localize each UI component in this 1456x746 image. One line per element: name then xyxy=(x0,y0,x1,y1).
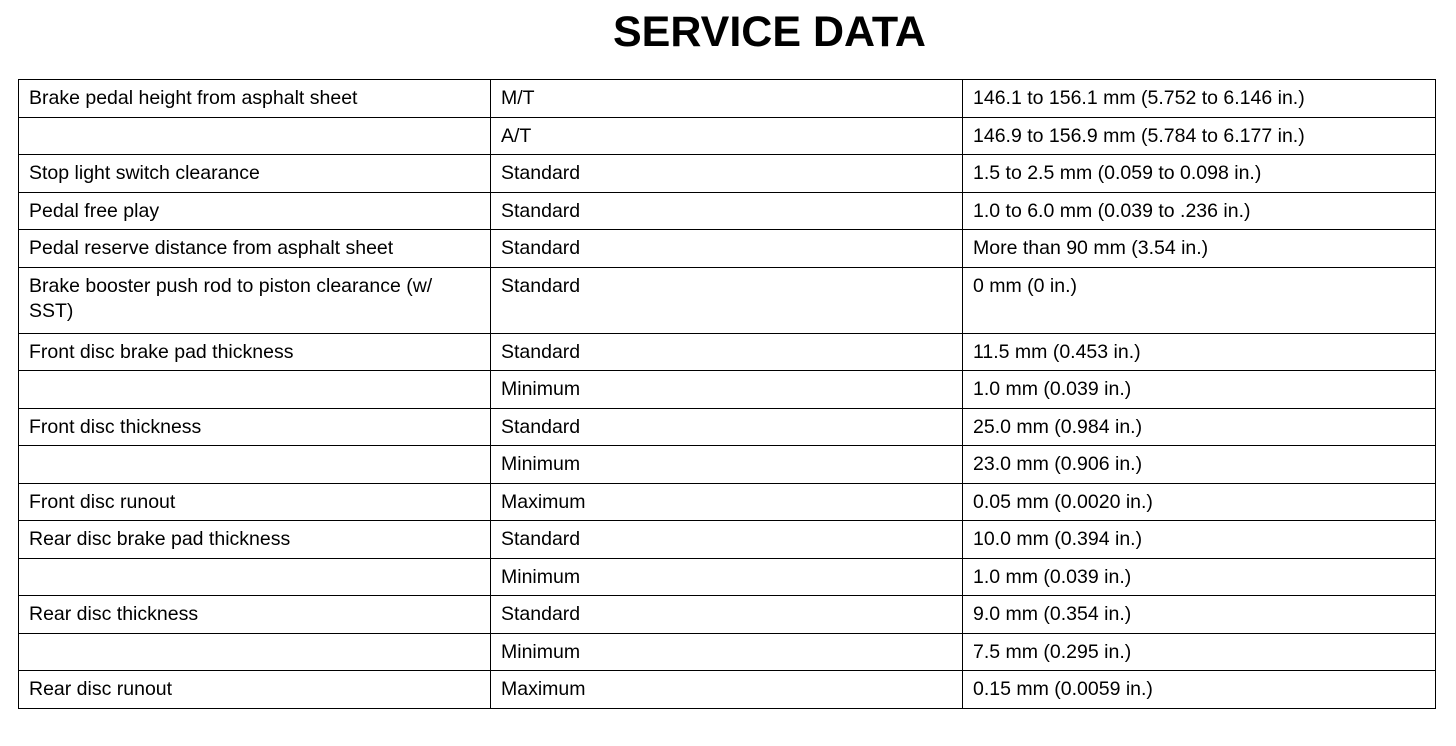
condition-cell: Minimum xyxy=(491,371,963,409)
item-cell: Brake booster push rod to piston clearance (w/ SST) xyxy=(19,267,491,333)
value-cell: 1.0 mm (0.039 in.) xyxy=(963,371,1436,409)
value-cell: 0.05 mm (0.0020 in.) xyxy=(963,483,1436,521)
value-cell: 9.0 mm (0.354 in.) xyxy=(963,596,1436,634)
table-row xyxy=(19,483,1436,521)
condition-cell: Minimum xyxy=(491,446,963,484)
item-cell xyxy=(19,558,491,596)
condition-cell: Maximum xyxy=(491,483,963,521)
item-cell xyxy=(19,633,491,671)
item-cell: Rear disc runout xyxy=(19,671,491,709)
condition-cell: Standard xyxy=(491,521,963,559)
table-row xyxy=(19,192,1436,230)
item-cell xyxy=(19,446,491,484)
condition-cell: Standard xyxy=(491,267,963,333)
value-cell: 25.0 mm (0.984 in.) xyxy=(963,408,1436,446)
condition-cell: A/T xyxy=(491,117,963,155)
table-row xyxy=(19,521,1436,559)
value-cell: 1.5 to 2.5 mm (0.059 to 0.098 in.) xyxy=(963,155,1436,193)
page-title: SERVICE DATA xyxy=(613,8,926,56)
item-cell: Rear disc thickness xyxy=(19,596,491,634)
item-cell: Stop light switch clearance xyxy=(19,155,491,193)
condition-cell: Standard xyxy=(491,408,963,446)
condition-cell: Minimum xyxy=(491,633,963,671)
table-row xyxy=(19,408,1436,446)
condition-cell: Standard xyxy=(491,192,963,230)
value-cell: 0 mm (0 in.) xyxy=(963,267,1436,333)
table-row xyxy=(19,596,1436,634)
item-cell: Front disc brake pad thickness xyxy=(19,333,491,371)
value-cell: 23.0 mm (0.906 in.) xyxy=(963,446,1436,484)
condition-cell: Standard xyxy=(491,333,963,371)
item-cell: Pedal reserve distance from asphalt sheet xyxy=(19,230,491,268)
table-row xyxy=(19,155,1436,193)
table-row xyxy=(19,371,1436,409)
item-cell: Front disc runout xyxy=(19,483,491,521)
item-cell: Brake pedal height from asphalt sheet xyxy=(19,80,491,118)
table-row xyxy=(19,446,1436,484)
table-row xyxy=(19,633,1436,671)
condition-cell: Standard xyxy=(491,230,963,268)
value-cell: 11.5 mm (0.453 in.) xyxy=(963,333,1436,371)
table-row xyxy=(19,671,1436,709)
condition-cell: Standard xyxy=(491,596,963,634)
condition-cell: Maximum xyxy=(491,671,963,709)
item-cell xyxy=(19,371,491,409)
value-cell: 10.0 mm (0.394 in.) xyxy=(963,521,1436,559)
table-row xyxy=(19,117,1436,155)
value-cell: More than 90 mm (3.54 in.) xyxy=(963,230,1436,268)
item-cell: Rear disc brake pad thickness xyxy=(19,521,491,559)
condition-cell: Standard xyxy=(491,155,963,193)
value-cell: 1.0 to 6.0 mm (0.039 to .236 in.) xyxy=(963,192,1436,230)
item-cell: Front disc thickness xyxy=(19,408,491,446)
table-row xyxy=(19,558,1436,596)
value-cell: 1.0 mm (0.039 in.) xyxy=(963,558,1436,596)
condition-cell: Minimum xyxy=(491,558,963,596)
condition-cell: M/T xyxy=(491,80,963,118)
value-cell: 7.5 mm (0.295 in.) xyxy=(963,633,1436,671)
service-data-table xyxy=(18,79,1436,709)
value-cell: 146.1 to 156.1 mm (5.752 to 6.146 in.) xyxy=(963,80,1436,118)
table-row xyxy=(19,80,1436,118)
value-cell: 146.9 to 156.9 mm (5.784 to 6.177 in.) xyxy=(963,117,1436,155)
value-cell: 0.15 mm (0.0059 in.) xyxy=(963,671,1436,709)
item-cell: Pedal free play xyxy=(19,192,491,230)
table-row xyxy=(19,230,1436,268)
table-row xyxy=(19,333,1436,371)
table-row xyxy=(19,267,1436,333)
item-cell xyxy=(19,117,491,155)
